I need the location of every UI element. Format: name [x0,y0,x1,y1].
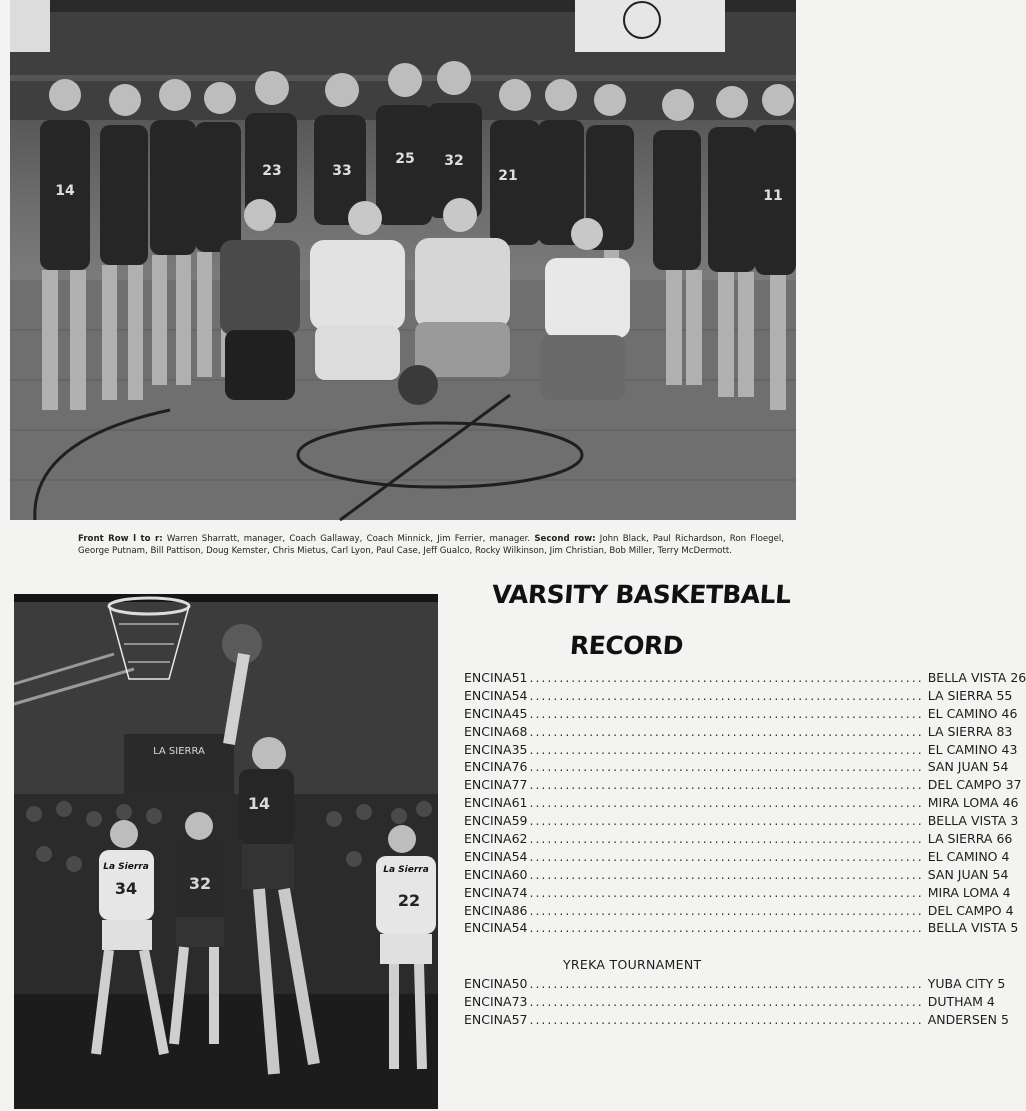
opponent-score: 4 [1002,884,1011,900]
opponent-score: 5 [1001,1011,1009,1027]
team-score: 76 [511,759,528,775]
leader-dots [527,994,927,1009]
result-row [464,759,1009,777]
opponent-name: DEL CAMPO [927,902,1002,918]
opponent-name: LA SIERRA [927,831,993,847]
opponent-score: 83 [996,723,1013,739]
team-name: ENCINA [464,705,512,721]
opponent-score: 46 [1001,705,1018,721]
jersey-number: 23 [262,163,282,179]
team-score: 54 [511,920,528,936]
opponent-score: 54 [992,866,1009,882]
team-score: 74 [511,884,528,900]
leader-dots [527,903,927,918]
jersey-number: 22 [397,891,421,910]
team-name: ENCINA [464,670,512,685]
team-score: 62 [511,831,528,847]
opponent-name: ANDERSEN [927,1011,998,1027]
backboard [575,0,725,52]
team-photo-illustration [10,0,796,520]
banner-text: LA SIERRA [153,746,205,757]
opponent-name: BELLA VISTA [927,813,1007,829]
opponent-score: 5 [1010,920,1019,936]
game-action-photo [14,594,438,1109]
shirt-text: La Sierra [103,862,149,872]
opponent-name: LA SIERRA [927,723,993,739]
team-score: 59 [511,813,528,829]
result-row [464,884,1011,903]
opponent-score: 37 [1005,777,1022,793]
opponent-name: YUBA CITY [927,976,994,991]
team-name: ENCINA [464,813,512,829]
page-title-record: RECORD [568,631,684,660]
team-score: 61 [511,795,528,811]
result-row [464,813,1019,831]
opponent-score: 66 [996,831,1013,847]
result-row [464,976,1006,994]
result-row [464,993,995,1012]
team-name: ENCINA [464,759,512,775]
coach [310,201,405,380]
team-name: ENCINA [464,687,512,703]
season-results-list [464,670,1026,938]
opponent-name: EL CAMINO [927,741,998,757]
leader-dots [527,849,927,864]
opponent-name: DEL CAMPO [927,777,1002,793]
team-score: 50 [511,976,528,991]
opponent-score: 46 [1002,795,1019,811]
team-score: 68 [511,723,528,739]
team-score: 73 [511,993,528,1009]
team-name: ENCINA [464,920,512,936]
jersey-number: 14 [247,794,271,813]
leader-dots [527,1012,927,1027]
opponent-score: 5 [997,976,1006,991]
leader-dots [527,759,927,774]
result-row [464,687,1013,706]
team-score: 60 [511,866,528,882]
caption-second-names: John Black, Paul Richardson, Ron Floegel, George Putnam, Bill Pattison, Doug Kemster, Chris Mietus, Carl Lyon, Paul Case, Jeff Gualco, Rocky Wilkinson, Jim Christian, Bob Miller, Terry McDermott. [78,534,784,556]
leader-dots [527,706,927,721]
leader-dots [527,867,927,882]
result-row [464,831,1013,849]
photo-caption [78,533,784,557]
opponent-score: 55 [996,687,1013,703]
opponent-name: MIRA LOMA [927,795,999,811]
jersey-number: 32 [444,153,464,169]
game-photo-illustration [14,594,438,1109]
team-score: 51 [511,670,528,685]
result-row [464,848,1010,867]
team-score: 57 [511,1011,528,1027]
opponent-name: BELLA VISTA [927,670,1007,685]
result-row [464,670,1026,688]
team-name: ENCINA [464,902,512,918]
result-row [464,795,1019,813]
leader-dots [527,724,927,739]
gym-banner [124,734,234,794]
result-row [464,866,1009,885]
result-row [464,723,1013,742]
opponent-name: SAN JUAN [927,759,989,775]
caption-front-label: Front Row l to r: [78,534,163,544]
result-row [464,902,1014,921]
jersey-number: 11 [763,188,783,204]
leader-dots [527,742,927,757]
opponent-score: 4 [1005,902,1014,918]
shirt-text: La Sierra [383,865,429,875]
team-name: ENCINA [464,741,512,757]
jersey-number: 25 [395,151,415,167]
tournament-title: YREKA TOURNAMENT [563,957,702,972]
leader-dots [527,688,927,703]
jersey-number: 33 [332,163,352,179]
opponent-score: 43 [1001,741,1018,757]
basketball [398,365,438,405]
leader-dots [527,920,927,935]
leader-dots [527,670,927,685]
opponent-score: 3 [1010,813,1019,829]
team-name: ENCINA [464,866,512,882]
team-score: 35 [511,741,528,757]
opponent-score: 54 [992,759,1009,775]
leader-dots [527,831,927,846]
team-score: 54 [511,848,528,864]
leader-dots [527,976,927,991]
team-score: 45 [511,705,528,721]
caption-second-label: Second row: [534,534,596,544]
team-name: ENCINA [464,1011,512,1027]
jersey-number: 32 [188,874,212,893]
team-name: ENCINA [464,777,512,793]
result-row [464,777,1022,795]
caption-front-names: Warren Sharratt, manager, Coach Gallaway, Coach Minnick, Jim Ferrier, manager. [162,534,535,544]
opponent-name: MIRA LOMA [927,884,999,900]
opponent-score: 4 [986,993,995,1009]
team-score: 54 [511,687,528,703]
opponent-score: 4 [1001,848,1010,864]
jersey-number: 21 [498,168,518,184]
team-score: 86 [511,902,528,918]
team-name: ENCINA [464,976,512,991]
result-row [464,1011,1009,1030]
page-title: VARSITY BASKETBALL [490,580,792,609]
tournament-results-list [464,976,1009,1030]
team-score: 77 [511,777,528,793]
leader-dots [527,795,927,810]
result-row [464,920,1019,938]
result-row [464,705,1018,724]
leader-dots [527,885,927,900]
team-name: ENCINA [464,848,512,864]
leader-dots [527,777,927,792]
opponent-name: EL CAMINO [927,705,998,721]
team-name: ENCINA [464,831,512,847]
leader-dots [527,813,927,828]
jersey-number: 14 [55,183,75,199]
opponent-name: BELLA VISTA [927,920,1007,936]
opponent-score: 26 [1010,670,1026,685]
opponent-name: LA SIERRA [927,687,993,703]
team-photo [10,0,796,520]
team-name: ENCINA [464,795,512,811]
result-row [464,741,1018,760]
opponent-name: SAN JUAN [927,866,989,882]
jersey-number: 34 [114,879,138,898]
opponent-name: DUTHAM [927,993,983,1009]
team-name: ENCINA [464,884,512,900]
opponent-name: EL CAMINO [927,848,998,864]
team-name: ENCINA [464,723,512,739]
team-name: ENCINA [464,993,512,1009]
